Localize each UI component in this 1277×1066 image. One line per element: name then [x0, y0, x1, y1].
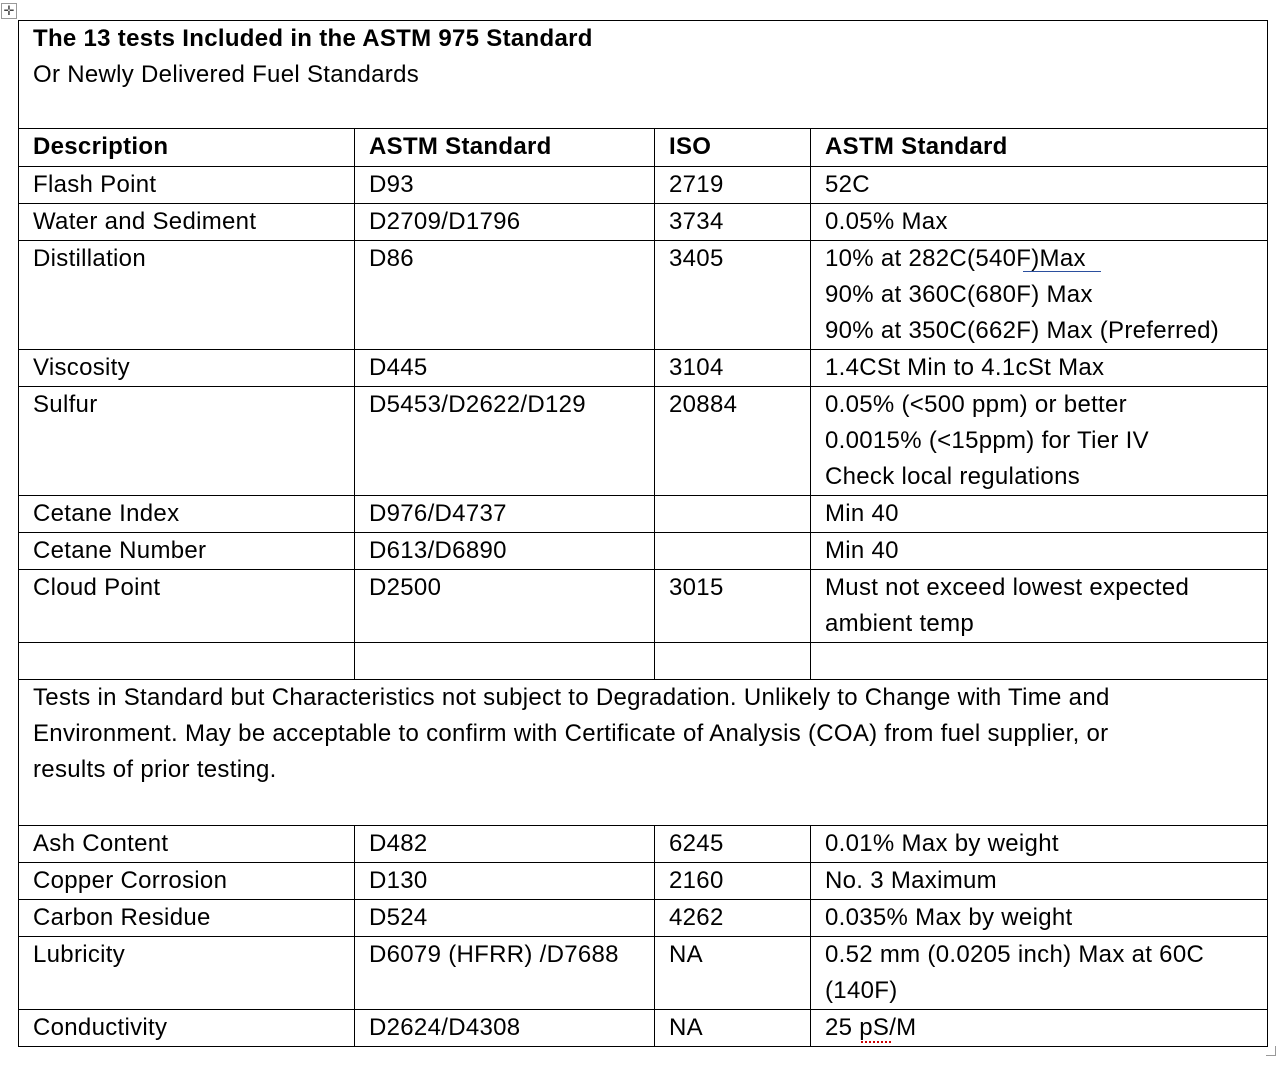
description-cell[interactable] — [19, 643, 355, 680]
limit-line: (140F) — [825, 977, 898, 1004]
astm-standard-cell[interactable]: D6079 (HFRR) /D7688 — [355, 937, 655, 1010]
limit-line: 0.05% Max — [825, 208, 948, 235]
description-cell[interactable]: Sulfur — [19, 387, 355, 496]
table-row — [19, 241, 1268, 350]
limit-cell[interactable] — [811, 1010, 1268, 1047]
table-subtitle: Or Newly Delivered Fuel Standards — [33, 61, 420, 88]
limit-cell[interactable] — [811, 900, 1268, 937]
limit-cell[interactable] — [811, 204, 1268, 241]
limit-line: Min 40 — [825, 537, 899, 564]
iso-cell[interactable]: 3734 — [655, 204, 811, 241]
table-row — [19, 643, 1268, 680]
limit-line: 90% at 360C(680F) Max — [825, 281, 1093, 308]
limit-line: 0.05% (<500 ppm) or better — [825, 391, 1127, 418]
astm-standard-cell[interactable]: D130 — [355, 863, 655, 900]
description-cell[interactable]: Water and Sediment — [19, 204, 355, 241]
note-line: Tests in Standard but Characteristics not subject to Degradation. Unlikely to Change with Time and — [33, 684, 1110, 711]
table-row — [19, 387, 1268, 496]
limit-line: 0.01% Max by weight — [825, 830, 1059, 857]
astm-standard-cell[interactable]: D93 — [355, 167, 655, 204]
limit-cell[interactable] — [811, 350, 1268, 387]
limit-cell[interactable] — [811, 496, 1268, 533]
limit-cell[interactable] — [811, 533, 1268, 570]
description-cell[interactable]: Copper Corrosion — [19, 863, 355, 900]
limit-line: ambient temp — [825, 610, 975, 637]
description-cell[interactable]: Flash Point — [19, 167, 355, 204]
astm-standard-cell[interactable]: D86 — [355, 241, 655, 350]
iso-cell[interactable] — [655, 643, 811, 680]
limit-cell[interactable] — [811, 241, 1268, 350]
iso-cell[interactable]: 3104 — [655, 350, 811, 387]
table-row — [19, 350, 1268, 387]
table-row — [19, 570, 1268, 643]
iso-cell[interactable]: NA — [655, 937, 811, 1010]
iso-cell[interactable]: NA — [655, 1010, 811, 1047]
header-row — [19, 129, 1268, 167]
table-row — [19, 496, 1268, 533]
description-cell[interactable]: Cloud Point — [19, 570, 355, 643]
astm-standard-cell[interactable]: D2709/D1796 — [355, 204, 655, 241]
fuel-standards-table — [18, 20, 1268, 1047]
title-row — [19, 21, 1268, 129]
header-description[interactable]: Description — [19, 129, 355, 167]
description-cell[interactable]: Carbon Residue — [19, 900, 355, 937]
limit-cell[interactable] — [811, 387, 1268, 496]
astm-standard-cell[interactable]: D445 — [355, 350, 655, 387]
table-row — [19, 900, 1268, 937]
header-iso[interactable]: ISO — [655, 129, 811, 167]
limit-line: Must not exceed lowest expected — [825, 574, 1190, 601]
astm-standard-cell[interactable]: D2624/D4308 — [355, 1010, 655, 1047]
iso-cell[interactable] — [655, 533, 811, 570]
description-cell[interactable]: Viscosity — [19, 350, 355, 387]
table-row — [19, 1010, 1268, 1047]
astm-standard-cell[interactable]: D5453/D2622/D129 — [355, 387, 655, 496]
limit-cell[interactable] — [811, 570, 1268, 643]
limit-line: No. 3 Maximum — [825, 867, 997, 894]
limit-line: 0.52 mm (0.0205 inch) Max at 60C — [825, 941, 1205, 968]
iso-cell[interactable] — [655, 496, 811, 533]
table-row — [19, 204, 1268, 241]
limit-line: Min 40 — [825, 500, 899, 527]
table-row — [19, 533, 1268, 570]
header-astm-standard[interactable]: ASTM Standard — [355, 129, 655, 167]
note-line: results of prior testing. — [33, 756, 277, 783]
note-row — [19, 680, 1268, 826]
iso-cell[interactable]: 6245 — [655, 826, 811, 863]
note-line: Environment. May be acceptable to confirm with Certificate of Analysis (COA) from fuel supplier, or — [33, 720, 1109, 747]
iso-cell[interactable]: 20884 — [655, 387, 811, 496]
iso-cell[interactable]: 2719 — [655, 167, 811, 204]
iso-cell[interactable]: 2160 — [655, 863, 811, 900]
iso-cell[interactable]: 3015 — [655, 570, 811, 643]
description-cell[interactable]: Ash Content — [19, 826, 355, 863]
limit-cell[interactable] — [811, 167, 1268, 204]
limit-cell[interactable] — [811, 863, 1268, 900]
table-row — [19, 826, 1268, 863]
limit-line: 0.035% Max by weight — [825, 904, 1073, 931]
astm-standard-cell[interactable]: D482 — [355, 826, 655, 863]
limit-cell[interactable] — [811, 937, 1268, 1010]
limit-cell[interactable] — [811, 643, 1268, 680]
limit-line — [825, 643, 1267, 679]
limit-cell[interactable] — [811, 826, 1268, 863]
limit-line: Check local regulations — [825, 463, 1081, 490]
limit-line: 90% at 350C(662F) Max (Preferred) — [825, 317, 1220, 344]
limit-line: 25 pS/M — [825, 1010, 1267, 1046]
description-cell[interactable]: Lubricity — [19, 937, 355, 1010]
table-resize-handle[interactable] — [1266, 1046, 1276, 1056]
iso-cell[interactable]: 3405 — [655, 241, 811, 350]
limit-line: 1.4CSt Min to 4.1cSt Max — [825, 354, 1105, 381]
astm-standard-cell[interactable]: D613/D6890 — [355, 533, 655, 570]
astm-standard-cell[interactable]: D524 — [355, 900, 655, 937]
astm-standard-cell[interactable]: D2500 — [355, 570, 655, 643]
description-cell[interactable]: Conductivity — [19, 1010, 355, 1047]
astm-standard-cell[interactable] — [355, 643, 655, 680]
table-row — [19, 863, 1268, 900]
note-cell[interactable] — [19, 680, 1268, 826]
limit-line: 0.0015% (<15ppm) for Tier IV — [825, 427, 1149, 454]
limit-line: 52C — [825, 171, 870, 198]
description-cell[interactable]: Distillation — [19, 241, 355, 350]
table-title: The 13 tests Included in the ASTM 975 Standard — [33, 25, 593, 52]
header-astm-limit[interactable]: ASTM Standard — [811, 129, 1268, 167]
table-move-handle-icon[interactable]: ✛ — [1, 3, 17, 19]
astm-standard-cell[interactable]: D976/D4737 — [355, 496, 655, 533]
table-row — [19, 167, 1268, 204]
title-cell[interactable] — [19, 21, 1268, 129]
description-cell[interactable]: Cetane Number — [19, 533, 355, 570]
limit-line: 10% at 282C(540F)Max — [825, 241, 1267, 277]
iso-cell[interactable]: 4262 — [655, 900, 811, 937]
description-cell[interactable]: Cetane Index — [19, 496, 355, 533]
table-row — [19, 937, 1268, 1010]
